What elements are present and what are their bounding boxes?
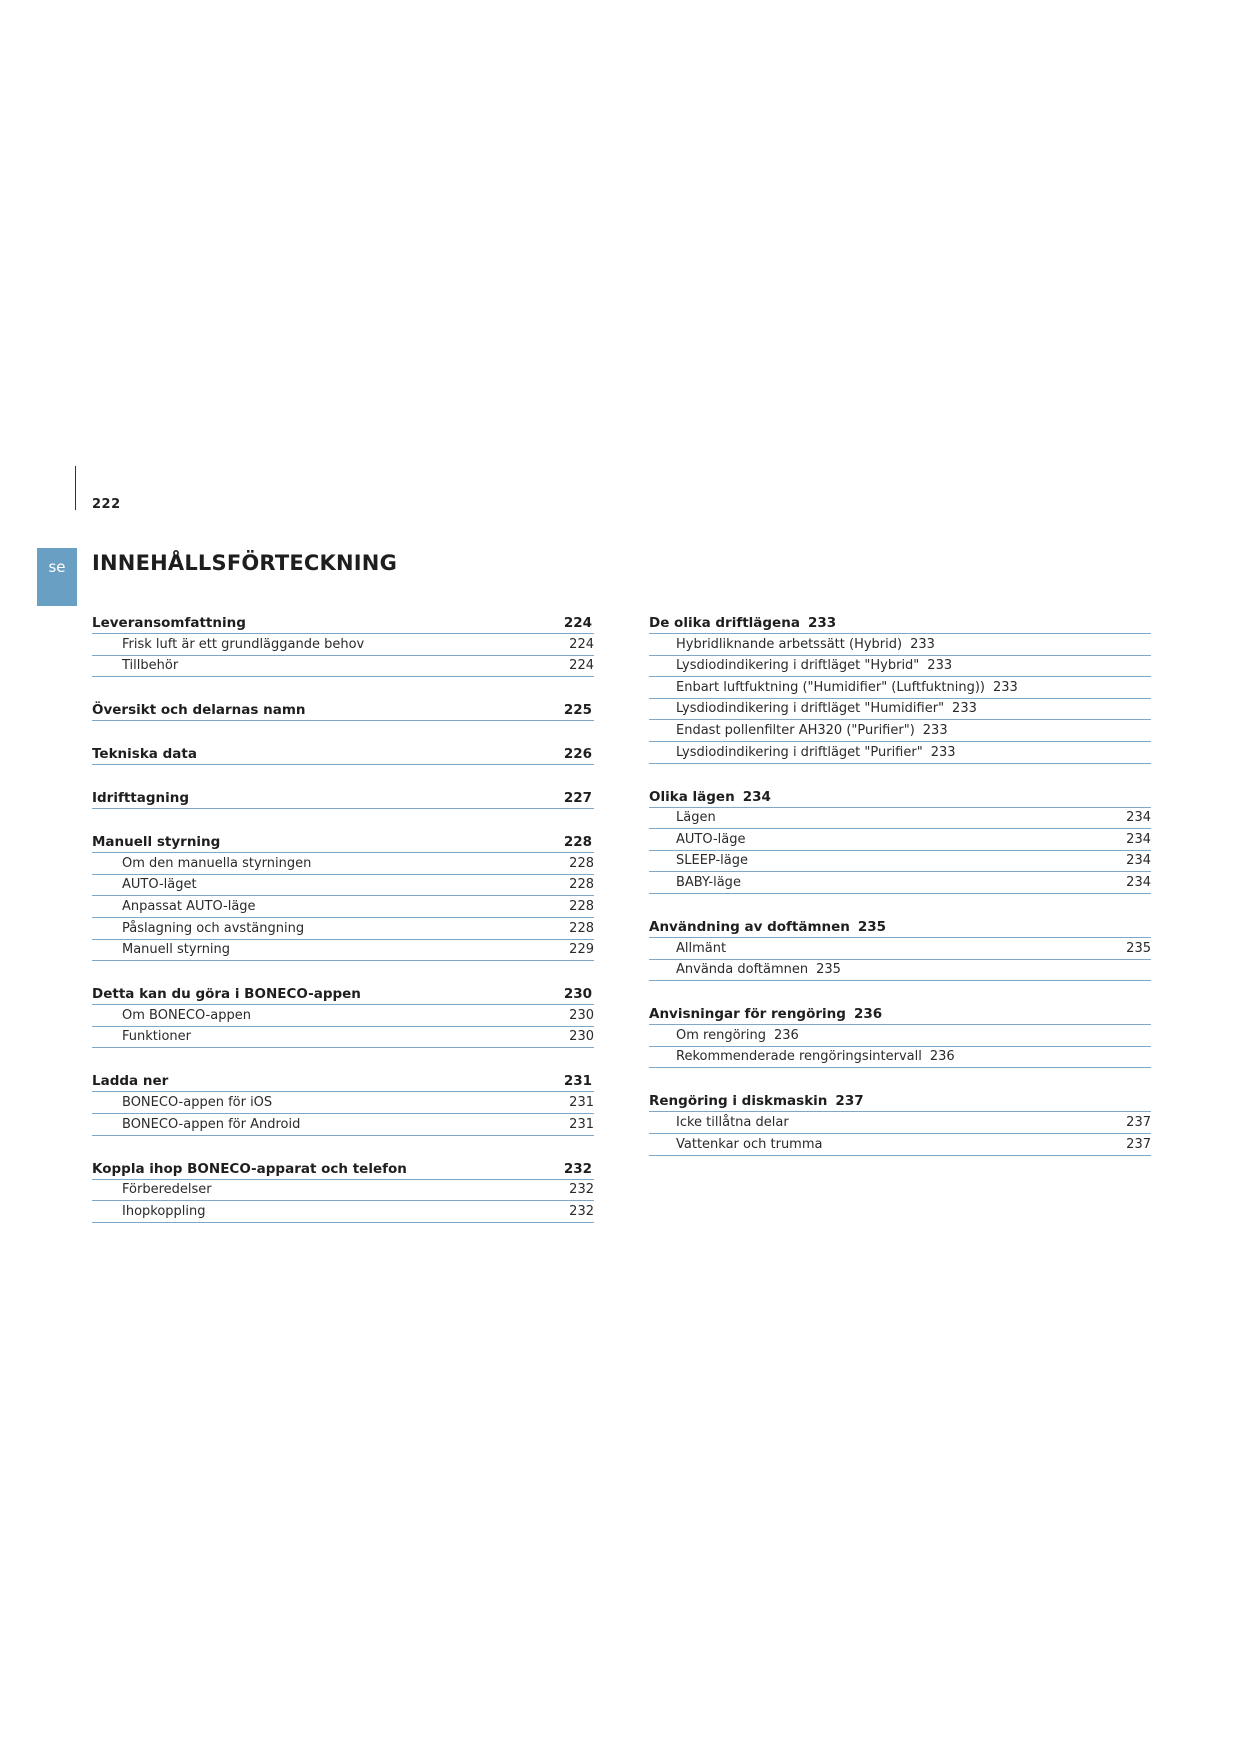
- toc-heading-text: [649, 1093, 864, 1109]
- toc-entry-boneco-appen-for-ios[interactable]: [92, 1092, 594, 1114]
- toc-heading-label: Idrifttagning: [92, 790, 190, 807]
- toc-entry-page: 235: [1126, 940, 1151, 956]
- toc-heading-label: Översikt och delarnas namn: [92, 702, 306, 719]
- toc-entry-label: Lysdiodindikering i driftläget "Hybrid": [676, 658, 920, 674]
- toc-heading-rengoring-i-diskmaskin[interactable]: [649, 1088, 1151, 1112]
- toc-entry-label: Använda doftämnen: [676, 962, 809, 978]
- toc-entry-label: Icke tillåtna delar: [676, 1114, 789, 1130]
- toc-section-anvandning-av-doftamnen: [649, 914, 1151, 981]
- toc-entry-text: [676, 723, 948, 738]
- toc-entry-vattenkar-och-trumma[interactable]: [649, 1134, 1151, 1156]
- toc-entry-page: 232: [569, 1203, 594, 1219]
- toc-entry-text: [676, 1028, 799, 1043]
- toc-entry-page: 237: [1126, 1114, 1151, 1130]
- toc-heading-page: 230: [563, 986, 592, 1003]
- toc-entry-lysdiodindikering-i-driftlaget-humidifier[interactable]: [649, 699, 1151, 721]
- toc-entry-label: AUTO-läge: [676, 831, 746, 847]
- toc-entry-label: Om den manuella styrningen: [122, 855, 312, 871]
- toc-entry-label: BONECO-appen för Android: [122, 1116, 301, 1132]
- toc-heading-page: 232: [563, 1160, 592, 1177]
- toc-heading-text: [649, 789, 771, 805]
- toc-heading-label: Användning av doftämnen: [649, 918, 850, 935]
- toc-section-leveransomfattning: [92, 610, 594, 677]
- toc-heading-tekniska-data[interactable]: [92, 741, 594, 765]
- toc-section-de-olika-driftlagena: [649, 610, 1151, 764]
- toc-heading-label: Ladda ner: [92, 1073, 169, 1090]
- toc-entry-page: 230: [569, 1007, 594, 1023]
- toc-entry-label: Tillbehör: [122, 658, 179, 674]
- toc-heading-page: 224: [563, 615, 592, 631]
- toc-entry-om-boneco-appen[interactable]: [92, 1005, 594, 1027]
- toc-entry-page: 224: [569, 636, 594, 652]
- toc-heading-ladda-ner[interactable]: [92, 1068, 594, 1092]
- toc-entry-label: BONECO-appen för iOS: [122, 1094, 273, 1110]
- toc-heading-label: Leveransomfattning: [92, 615, 246, 631]
- toc-heading-page: 225: [563, 702, 592, 719]
- toc-entry-text: [676, 745, 956, 760]
- page-title: INNEHÅLLSFÖRTECKNING: [92, 551, 398, 575]
- toc-entry-label: Endast pollenfilter AH320 ("Purifier"): [676, 722, 915, 738]
- toc-entry-text: [676, 701, 977, 716]
- toc-entry-anpassat-auto-lage[interactable]: [92, 896, 594, 918]
- toc-entry-page: 228: [569, 877, 594, 893]
- toc-entry-text: [676, 637, 935, 652]
- toc-entry-page: 228: [569, 855, 594, 871]
- toc-heading-page: 228: [563, 834, 592, 851]
- toc-heading-page: 234: [742, 788, 771, 805]
- toc-entry-lysdiodindikering-i-driftlaget-purifier[interactable]: [649, 742, 1151, 764]
- toc-entry-page: 235: [816, 962, 841, 978]
- toc-entry-label: Lägen: [676, 810, 716, 826]
- toc-entry-page: 229: [569, 942, 594, 958]
- toc-heading-anvisningar-for-rengoring[interactable]: [649, 1001, 1151, 1025]
- toc-entry-enbart-luftfuktning-humidifier-luftfuktning[interactable]: [649, 677, 1151, 699]
- toc-entry-page: 224: [569, 658, 594, 674]
- toc-entry-page: 234: [1126, 831, 1151, 847]
- toc-section-oversikt-och-delarnas-namn: [92, 697, 594, 721]
- toc-entry-lysdiodindikering-i-driftlaget-hybrid[interactable]: [649, 656, 1151, 678]
- toc-entry-text: [676, 680, 1018, 695]
- toc-section-ladda-ner: [92, 1068, 594, 1135]
- toc-entry-rekommenderade-rengoringsintervall[interactable]: [649, 1047, 1151, 1069]
- toc-entry-endast-pollenfilter-ah320-purifier[interactable]: [649, 720, 1151, 742]
- toc-entry-page: 237: [1126, 1136, 1151, 1152]
- toc-entry-auto-laget[interactable]: [92, 875, 594, 897]
- toc-entry-page: 228: [569, 898, 594, 914]
- toc-heading-detta-kan-du-gora-i-boneco-appen[interactable]: [92, 981, 594, 1005]
- toc-section-tekniska-data: [92, 741, 594, 765]
- toc-entry-label: Lysdiodindikering i driftläget "Purifier": [676, 744, 923, 760]
- toc-entry-ihopkoppling[interactable]: [92, 1201, 594, 1223]
- toc-entry-frisk-luft-ar-ett-grundlaggande-behov[interactable]: [92, 634, 594, 656]
- toc-heading-idrifttagning[interactable]: [92, 785, 594, 809]
- toc-entry-label: Lysdiodindikering i driftläget "Humidifier": [676, 701, 945, 717]
- toc-entry-label: Enbart luftfuktning ("Humidifier" (Luftfuktning)): [676, 679, 986, 695]
- toc-entry-tillbehor[interactable]: [92, 656, 594, 678]
- toc-section-olika-lagen: [649, 784, 1151, 894]
- toc-section-idrifttagning: [92, 785, 594, 809]
- toc-entry-paslagning-och-avstangning[interactable]: [92, 918, 594, 940]
- toc-entry-page: 233: [993, 679, 1018, 695]
- toc-entry-page: 233: [930, 744, 956, 760]
- toc-entry-label: Anpassat AUTO-läge: [122, 898, 256, 914]
- toc-section-koppla-ihop-boneco-apparat-och-telefon: [92, 1156, 594, 1223]
- toc-heading-label: Anvisningar för rengöring: [649, 1006, 846, 1023]
- toc-entry-label: Påslagning och avstängning: [122, 920, 305, 936]
- toc-entry-page: 236: [929, 1049, 955, 1065]
- toc-heading-label: Detta kan du göra i BONECO-appen: [92, 986, 361, 1003]
- toc-entry-text: [676, 658, 952, 673]
- toc-entry-label: Allmänt: [676, 940, 727, 956]
- toc-entry-page: 234: [1126, 874, 1151, 890]
- toc-entry-boneco-appen-for-android[interactable]: [92, 1114, 594, 1136]
- page-marker-line: [75, 466, 76, 510]
- toc-left-column: [92, 610, 594, 1243]
- toc-entry-label: BABY-läge: [676, 874, 741, 890]
- toc-entry-forberedelser[interactable]: [92, 1180, 594, 1202]
- toc-entry-label: AUTO-läget: [122, 877, 197, 893]
- toc-entry-label: Förberedelser: [122, 1182, 212, 1198]
- toc-heading-label: Manuell styrning: [92, 834, 221, 851]
- toc-section-anvisningar-for-rengoring: [649, 1001, 1151, 1068]
- toc-heading-text: [649, 1006, 882, 1022]
- toc-heading-label: Rengöring i diskmaskin: [649, 1093, 828, 1110]
- toc-entry-label: SLEEP-läge: [676, 853, 748, 869]
- toc-heading-text: [649, 615, 836, 631]
- toc-entry-om-rengoring[interactable]: [649, 1025, 1151, 1047]
- toc-entry-auto-lage[interactable]: [649, 829, 1151, 851]
- toc-heading-leveransomfattning[interactable]: [92, 610, 594, 634]
- toc-heading-page: 227: [563, 790, 592, 807]
- toc-heading-page: 236: [853, 1006, 883, 1023]
- toc-heading-manuell-styrning[interactable]: [92, 829, 594, 853]
- toc-entry-page: 230: [569, 1029, 594, 1045]
- toc-entry-page: 231: [569, 1116, 594, 1132]
- toc-entry-label: Om BONECO-appen: [122, 1007, 251, 1023]
- toc-section-manuell-styrning: [92, 829, 594, 961]
- toc-entry-label: Hybridliknande arbetssätt (Hybrid): [676, 636, 903, 652]
- toc-right-column: [649, 610, 1151, 1176]
- toc-heading-label: Olika lägen: [649, 788, 735, 805]
- toc-entry-allmant[interactable]: [649, 938, 1151, 960]
- toc-entry-page: 232: [569, 1182, 594, 1198]
- toc-entry-text: [676, 962, 841, 977]
- toc-entry-baby-lage[interactable]: [649, 872, 1151, 894]
- toc-entry-funktioner[interactable]: [92, 1027, 594, 1049]
- toc-entry-label: Rekommenderade rengöringsintervall: [676, 1049, 922, 1065]
- toc-section-rengoring-i-diskmaskin: [649, 1088, 1151, 1155]
- toc-entry-page: 234: [1126, 853, 1151, 869]
- toc-heading-olika-lagen[interactable]: [649, 784, 1151, 808]
- toc-entry-label: Manuell styrning: [122, 942, 231, 958]
- toc-entry-page: 236: [773, 1027, 799, 1043]
- toc-entry-page: 228: [569, 920, 594, 936]
- toc-heading-label: Tekniska data: [92, 746, 197, 763]
- toc-entry-page: 233: [910, 636, 935, 652]
- toc-entry-page: 231: [569, 1094, 594, 1110]
- language-tab: se: [37, 548, 77, 606]
- toc-entry-anvanda-doftamnen[interactable]: [649, 960, 1151, 982]
- toc-entry-text: [676, 1049, 955, 1064]
- toc-entry-page: 233: [922, 722, 948, 738]
- toc-entry-hybridliknande-arbetssatt-hybrid[interactable]: [649, 634, 1151, 656]
- toc-heading-label: Koppla ihop BONECO-apparat och telefon: [92, 1160, 407, 1177]
- toc-entry-sleep-lage[interactable]: [649, 851, 1151, 873]
- toc-heading-page: 233: [807, 615, 837, 631]
- toc-heading-oversikt-och-delarnas-namn[interactable]: [92, 697, 594, 721]
- toc-heading-text: [649, 919, 886, 935]
- toc-entry-om-den-manuella-styrningen[interactable]: [92, 853, 594, 875]
- toc-entry-icke-tillatna-delar[interactable]: [649, 1112, 1151, 1134]
- toc-entry-manuell-styrning[interactable]: [92, 940, 594, 962]
- toc-heading-anvandning-av-doftamnen[interactable]: [649, 914, 1151, 938]
- toc-heading-koppla-ihop-boneco-apparat-och-telefon[interactable]: [92, 1156, 594, 1180]
- toc-entry-label: Om rengöring: [676, 1027, 766, 1043]
- toc-entry-label: Ihopkoppling: [122, 1203, 206, 1219]
- toc-heading-de-olika-driftlagena[interactable]: [649, 610, 1151, 634]
- toc-entry-page: 233: [927, 658, 953, 674]
- toc-heading-page: 237: [835, 1093, 864, 1110]
- toc-entry-label: Funktioner: [122, 1029, 192, 1045]
- toc-entry-label: Vattenkar och trumma: [676, 1136, 823, 1152]
- toc-entry-page: 233: [952, 701, 977, 717]
- toc-heading-page: 226: [563, 746, 592, 763]
- toc-entry-lagen[interactable]: [649, 808, 1151, 830]
- page-number: 222: [92, 497, 121, 512]
- toc-entry-label: Frisk luft är ett grundläggande behov: [122, 636, 365, 652]
- toc-section-detta-kan-du-gora-i-boneco-appen: [92, 981, 594, 1048]
- toc-heading-label: De olika driftlägena: [649, 615, 800, 631]
- toc-entry-page: 234: [1126, 810, 1151, 826]
- toc-heading-page: 235: [857, 918, 887, 935]
- toc-heading-page: 231: [563, 1073, 592, 1090]
